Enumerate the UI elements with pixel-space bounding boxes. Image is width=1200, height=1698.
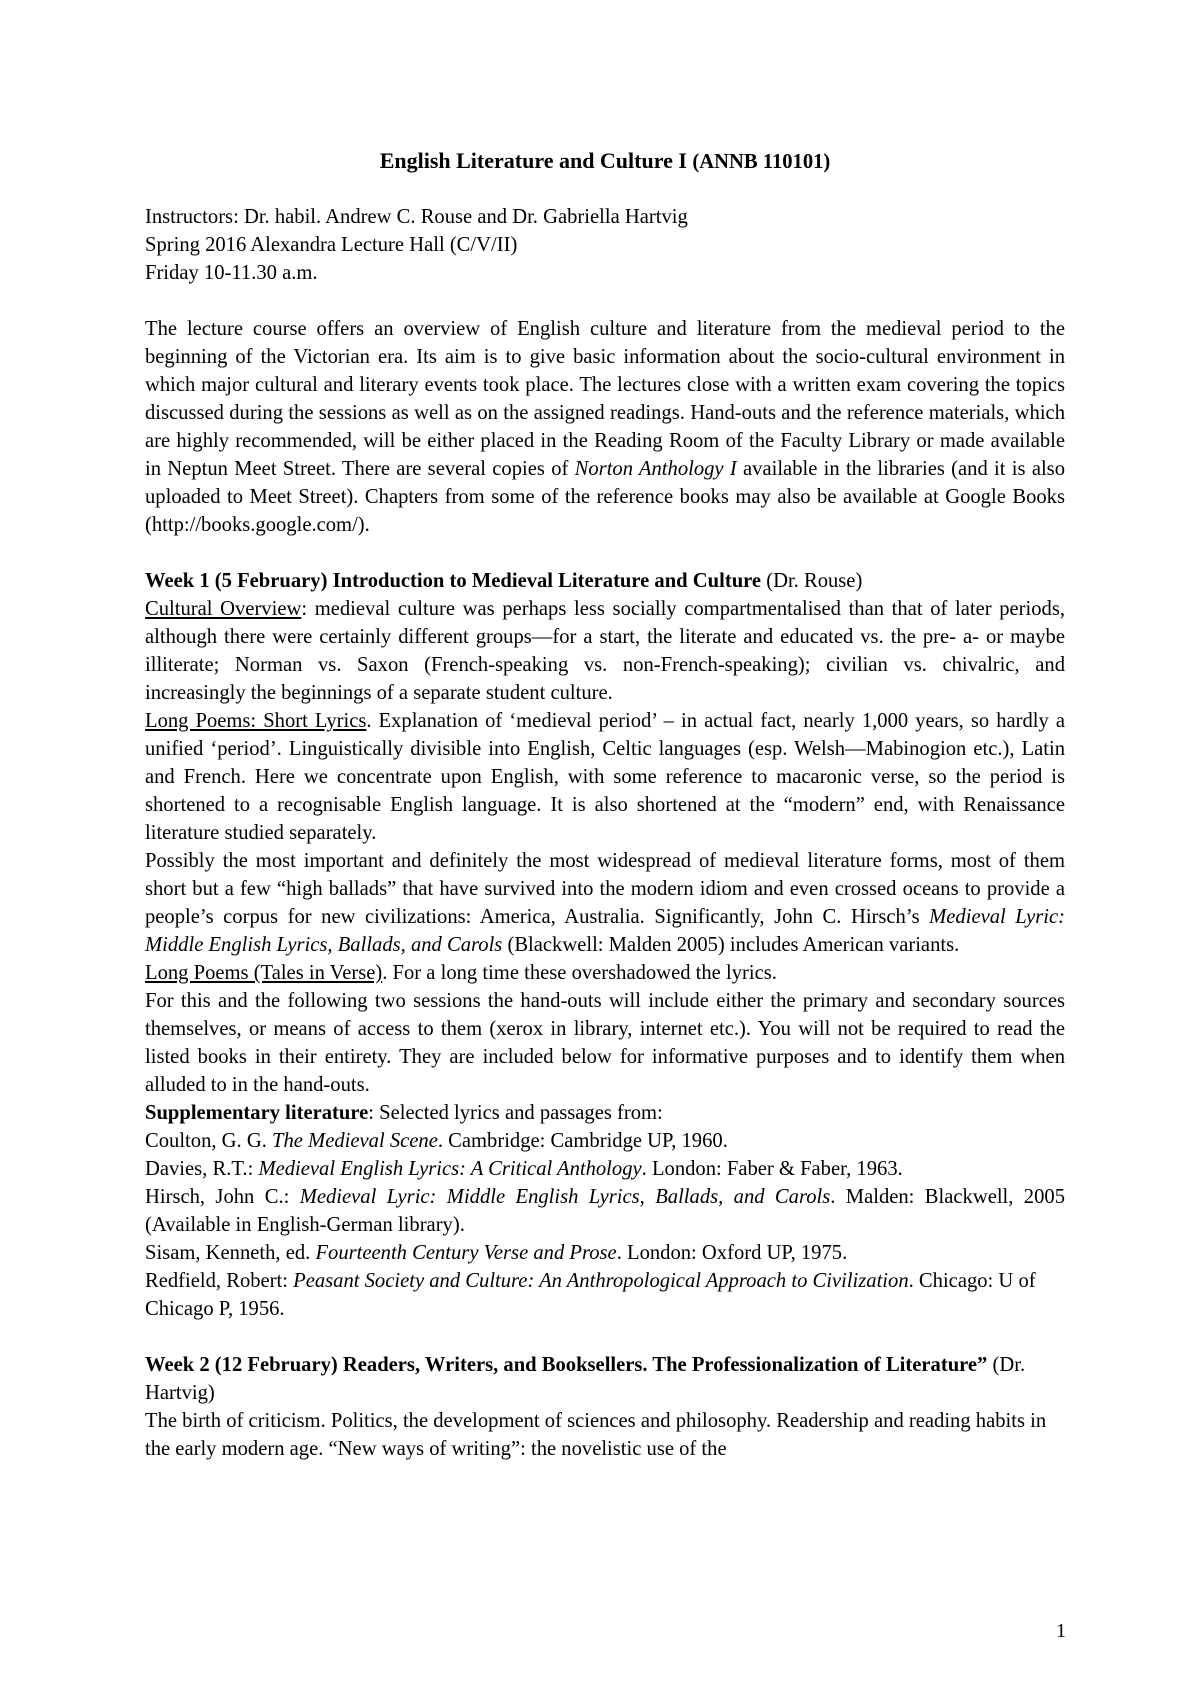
document-title <box>145 146 1065 177</box>
norton-anthology-title: Norton Anthology I <box>574 458 737 480</box>
course-code: (ANNB 110101) <box>692 151 831 173</box>
week2-paragraph: The birth of criticism. Politics, the development of sciences and philosophy. Readership and reading habits in the early modern age. “New ways of writing”: the novelistic use of the <box>145 1410 1047 1460</box>
handouts-paragraph: For this and the following two sessions the hand-outs will include either the primary and secondary sources themselves, or means of access to them (xerox in library, internet etc.). You will not be required to read the listed books in their entirety. They are included below for informative purposes and to identify them when alluded to in the hand-outs. <box>145 990 1065 1096</box>
supplementary-literature-label: Supplementary literature <box>145 1102 369 1124</box>
week1-title: Week 1 (5 February) Introduction to Medieval Literature and Culture <box>145 570 762 592</box>
long-poems-short-lyrics-label: Long Poems: Short Lyrics <box>145 710 367 732</box>
intro-paragraph <box>145 315 1065 539</box>
week1-heading <box>145 567 1065 595</box>
tales-in-verse-label: Long Poems (Tales in Verse) <box>145 962 383 984</box>
reference-title: Peasant Society and Culture: An Anthropological Approach to Civilization <box>293 1270 909 1292</box>
week2-heading <box>145 1351 1065 1407</box>
reference-entry: Coulton, G. G. The Medieval Scene. Cambridge: Cambridge UP, 1960. <box>145 1130 728 1152</box>
spacer <box>145 287 1065 315</box>
tales-in-verse-paragraph <box>145 959 1065 987</box>
week2-title: Week 2 (12 February) Readers, Writers, and Booksellers. The Professionalization of Literature” <box>145 1354 988 1376</box>
cultural-overview-text: : medieval culture was perhaps less socially compartmentalised than that of later periods, although there were certainly different groups—for a start, the literate and educated vs. the pre- a- or maybe illiterate; Norman vs. Saxon (French-speaking vs. non-French-speaking); civilian vs. chivalric, and increasingly the beginnings of a separate student culture. <box>145 598 1066 704</box>
spacer <box>145 177 1065 203</box>
lyrics-text-cont: (Blackwell: Malden 2005) includes American variants. <box>502 934 960 956</box>
term-location-line: Spring 2016 Alexandra Lecture Hall (C/V/II) <box>145 234 518 256</box>
page-content <box>145 146 1065 1463</box>
reference-title: The Medieval Scene <box>272 1130 438 1152</box>
tales-in-verse-text: . For a long time these overshadowed the lyrics. <box>382 962 777 984</box>
reference-title: Medieval English Lyrics: A Critical Anthology <box>258 1158 642 1180</box>
reference-title: Medieval Lyric: Middle English Lyrics, Ballads, and Carols <box>299 1186 831 1208</box>
intro-text: The lecture course offers an overview of English culture and literature from the medieval period to the beginning of the Victorian era. Its aim is to give basic information about the socio-cultural environment in which major cultural and literary events took place. The lectures close with a written exam covering the topics discussed during the sessions as well as on the assigned readings. Hand-outs and the reference materials, which are highly recommended, will be either placed in the Reading Room of the Faculty Library or made available in Neptun Meet Street. There are several copies of <box>145 318 1065 480</box>
lyrics-paragraph <box>145 847 1065 959</box>
supplementary-literature-text: : Selected lyrics and passages from: <box>368 1102 663 1124</box>
supplementary-literature-heading <box>145 1099 1065 1127</box>
spacer <box>145 539 1065 567</box>
time-line: Friday 10-11.30 a.m. <box>145 262 318 284</box>
page-number: 1 <box>1056 1620 1066 1642</box>
week1-lecturer: (Dr. Rouse) <box>761 570 863 592</box>
instructors-line: Instructors: Dr. habil. Andrew C. Rouse and Dr. Gabriella Hartvig <box>145 206 688 228</box>
long-poems-short-lyrics-paragraph <box>145 707 1065 847</box>
reference-entry: Hirsch, John C.: Medieval Lyric: Middle English Lyrics, Ballads, and Carols. Malden: Blackwell, 2005 (Available in English-German library). <box>145 1186 1065 1236</box>
hirsch-book-title: Medieval Lyric: Middle English Lyrics, Ballads, and Carols <box>145 906 1065 956</box>
reference-title: Fourteenth Century Verse and Prose <box>315 1242 617 1264</box>
cultural-overview-paragraph <box>145 595 1065 707</box>
week2-lecturer: (Dr. Hartvig) <box>145 1354 1026 1404</box>
reference-entry: Davies, R.T.: Medieval English Lyrics: A Critical Anthology. London: Faber & Faber, 1963. <box>145 1158 903 1180</box>
intro-text-cont: available in the libraries (and it is also uploaded to Meet Street). Chapters from some of the reference books may also be available at Google Books (http://books.google.com/). <box>145 458 1065 536</box>
long-poems-short-lyrics-text: . Explanation of ‘medieval period’ – in actual fact, nearly 1,000 years, so hardly a unified ‘period’. Linguistically divisible into English, Celtic languages (esp. Welsh—Mabinogion etc.), Latin and French. Here we concentrate upon English, with some reference to macaronic verse, so the period is shortened to a recognisable English language. It is also shortened at the “modern” end, with Renaissance literature studied separately. <box>145 710 1065 844</box>
cultural-overview-label: Cultural Overview <box>145 598 302 620</box>
lyrics-text: Possibly the most important and definitely the most widespread of medieval literature forms, most of them short but a few “high ballads” that have survived into the modern idiom and even crossed oceans to provide a people’s corpus for new civilizations: America, Australia. Significantly, John C. Hirsch’s <box>145 850 1065 928</box>
reference-entry: Redfield, Robert: Peasant Society and Culture: An Anthropological Approach to Civilization. Chicago: U of Chicago P, 1956. <box>145 1270 1036 1320</box>
course-title: English Literature and Culture I <box>379 148 687 173</box>
reference-entry: Sisam, Kenneth, ed. Fourteenth Century Verse and Prose. London: Oxford UP, 1975. <box>145 1242 848 1264</box>
spacer <box>145 1323 1065 1351</box>
